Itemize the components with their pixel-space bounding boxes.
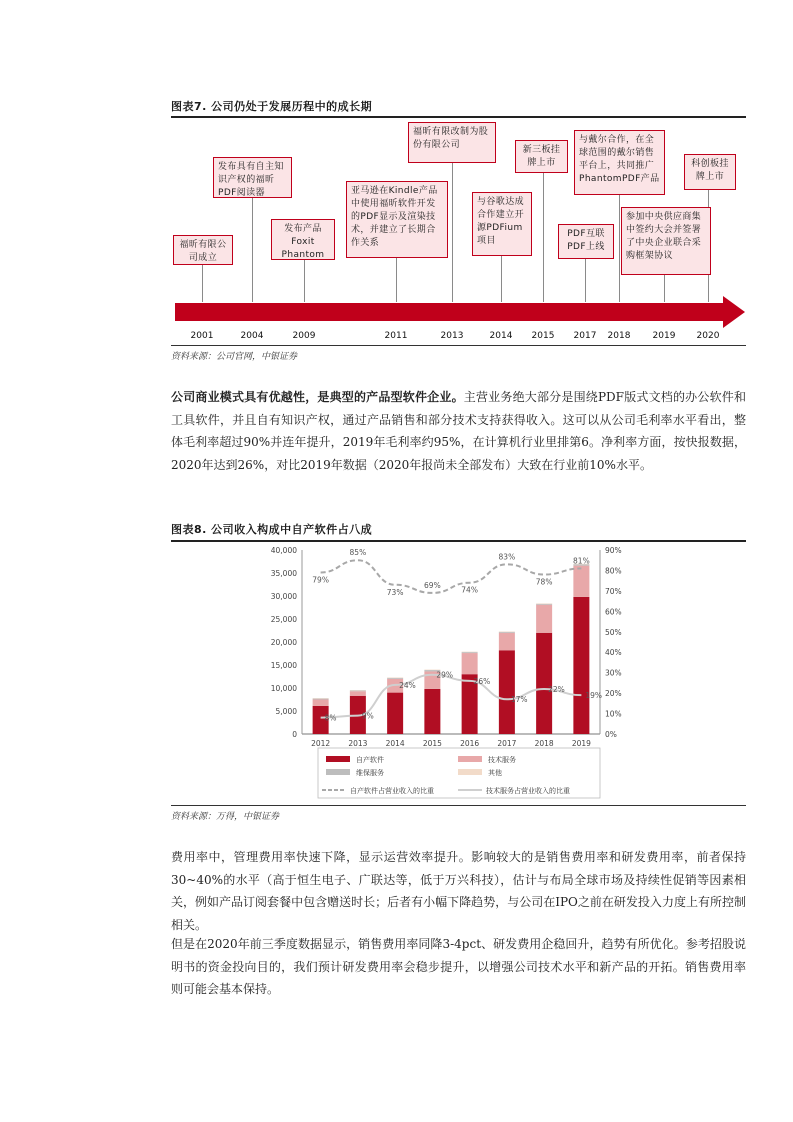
legend-swatch	[326, 756, 350, 762]
bar-segment	[536, 633, 552, 734]
bar-segment	[573, 597, 589, 734]
event-2013: 福昕有限改制为股份有限公司	[408, 122, 496, 163]
legend-label: 自产软件	[356, 756, 384, 764]
y-tick-right: 80%	[605, 566, 622, 576]
event-2017: PDF互联PDF上线	[558, 224, 614, 259]
bar-segment	[499, 633, 515, 650]
timeline-year: 2017	[573, 331, 597, 341]
timeline-year: 2020	[696, 331, 720, 341]
timeline-year: 2001	[190, 331, 214, 341]
bar-segment	[536, 605, 552, 633]
x-tick-label: 2015	[422, 739, 442, 748]
y-tick-left: 30,000	[270, 592, 297, 601]
data-label: 73%	[386, 587, 404, 597]
y-tick-right: 40%	[605, 648, 622, 658]
y-tick-right: 90%	[605, 546, 622, 555]
paragraph-expense-ratio: 费用率中，管理费用率快速下降，显示运营效率提升。影响较大的是销售费用率和研发费用率，前者保持30~40%的水平（高于恒生电子、广联达等，低于万兴科技），估计与布局全球市场及持续性促销等因素相关，例如产品订阅套餐中包含赠送时长；后者有小幅下降趋势，与公司在IPO之前在研发投入力度上有所控制相关。	[171, 850, 746, 932]
y-tick-right: 20%	[605, 689, 622, 699]
event-2014: 与谷歌达成合作建立开源PDFium项目	[472, 192, 532, 256]
y-tick-left: 5,000	[275, 707, 297, 716]
y-tick-right: 10%	[605, 709, 622, 719]
data-label: 79%	[312, 575, 329, 585]
timeline-year: 2009	[292, 331, 316, 341]
data-label: 26%	[473, 676, 491, 686]
y-tick-left: 40,000	[270, 546, 297, 555]
figure7-source: 资料来源：公司官网，中银证券	[171, 352, 298, 362]
bar-segment	[499, 650, 515, 734]
bar-segment	[462, 653, 478, 674]
bar-segment	[424, 689, 440, 734]
y-tick-left: 20,000	[270, 638, 297, 647]
timeline-year: 2018	[607, 331, 631, 341]
data-label: 17%	[510, 695, 528, 705]
x-tick-label: 2019	[571, 739, 591, 748]
data-label: 29%	[436, 670, 454, 680]
bar-segment	[462, 652, 478, 653]
bar-segment	[350, 691, 366, 692]
figure7-top-rule	[171, 116, 746, 118]
chart-bars	[313, 564, 590, 734]
event-2001: 福昕有限公司成立	[173, 235, 233, 265]
timeline-year: 2011	[384, 331, 408, 341]
bar-segment	[499, 632, 515, 633]
y-tick-right: 0%	[605, 730, 617, 739]
timeline-arrow	[175, 296, 747, 328]
timeline-year: 2014	[489, 331, 513, 341]
legend-label: 维保服务	[356, 769, 384, 777]
data-label: 85%	[349, 548, 367, 558]
figure7-title: 图表7. 公司仍处于发展历程中的成长期	[171, 100, 373, 113]
data-label: 19%	[585, 691, 603, 701]
bar-segment	[573, 566, 589, 597]
y-tick-left: 35,000	[270, 569, 297, 578]
bar-segment	[387, 693, 403, 734]
data-label: 9%	[361, 711, 374, 721]
data-label: 74%	[461, 585, 478, 595]
event-2009: 发布产品Foxit Phantom	[271, 219, 335, 260]
x-tick-label: 2012	[311, 739, 331, 748]
timeline-year: 2013	[440, 331, 464, 341]
timeline-connector	[619, 195, 620, 302]
event-2004: 发布具有自主知识产权的福昕PDF阅读器	[213, 157, 292, 198]
legend-label: 技术服务占营业收入的比重	[486, 787, 570, 795]
x-tick-label: 2014	[385, 739, 405, 748]
bar-segment	[350, 691, 366, 696]
legend-swatch	[326, 769, 350, 775]
bar-segment	[313, 700, 329, 706]
paragraph-outlook: 但是在2020年前三季度数据显示，销售费用率同降3-4pct、研发费用企稳回升，趋势有所优化。参考招股说明书的资金投向目的，我们预计研发费用率会稳步提升，以增强公司技术水平和新产品的开拓。销售费用率则可能会基本保持。	[171, 937, 746, 996]
legend-swatch	[458, 769, 482, 775]
data-label: 81%	[573, 556, 590, 566]
event-2020: 科创板挂牌上市	[684, 154, 736, 190]
timeline-year: 2015	[531, 331, 555, 341]
paragraph-business-model	[171, 386, 746, 476]
event-2018: 与戴尔合作，在全球范围的戴尔销售平台上，共同推广PhantomPDF产品	[574, 130, 665, 195]
y-tick-right: 70%	[605, 586, 622, 596]
event-2019: 参加中央供应商集中签约大会并签署了中央企业联合采购框架协议	[621, 207, 711, 275]
timeline-connector	[252, 195, 253, 302]
y-tick-left: 15,000	[270, 661, 297, 670]
data-label: 69%	[424, 580, 441, 590]
bar-segment	[313, 699, 329, 700]
y-tick-right: 60%	[605, 607, 622, 617]
y-tick-left: 25,000	[270, 615, 297, 624]
figure7-bottom-rule	[171, 345, 746, 346]
x-tick-label: 2016	[460, 739, 480, 748]
timeline-connector	[452, 162, 453, 302]
data-label: 22%	[548, 685, 565, 695]
figure8-title: 图表8. 公司收入构成中自产软件占八成	[171, 523, 373, 536]
legend-label: 其他	[488, 769, 502, 777]
x-tick-label: 2018	[534, 739, 554, 748]
timeline-year: 2019	[652, 331, 676, 341]
y-tick-right: 50%	[605, 627, 622, 637]
legend-label: 技术服务	[488, 756, 516, 764]
y-tick-left: 0	[292, 730, 297, 739]
x-tick-label: 2017	[497, 739, 517, 748]
event-2015: 新三板挂牌上市	[515, 140, 568, 173]
paragraph-body: 主营业务绝大部分是围绕PDF版式文档的办公软件和工具软件，并且自有知识产权，通过产品销售和部分技术支持获得收入。这可以从公司毛利率水平看出，整体毛利率超过90%并连年提升，2019年毛利率约95%，在计算机行业里排第6。净利率方面，按快报数据，2020年达到26%，对比2019年数据（2020年报尚未全部发布）大致在行业前10%水平。	[171, 390, 746, 472]
x-tick-label: 2013	[348, 739, 368, 748]
data-label: 24%	[399, 680, 416, 690]
data-label: 8%	[324, 713, 337, 723]
timeline-connector	[543, 172, 544, 302]
y-tick-right: 30%	[605, 668, 622, 678]
bar-segment	[387, 678, 403, 679]
timeline-connector	[501, 255, 502, 302]
event-2011: 亚马逊在Kindle产品中使用福昕软件开发的PDF显示及渲染技术，并建立了长期合作关系	[346, 181, 448, 258]
figure8-bottom-rule	[171, 805, 746, 806]
figure8-source: 资料来源：万得，中银证券	[171, 812, 280, 822]
paragraph-lead: 公司商业模式具有优越性，是典型的产品型软件企业。	[171, 390, 464, 404]
chart-legend	[318, 748, 600, 798]
bar-segment	[536, 604, 552, 605]
revenue-chart	[260, 540, 680, 802]
data-label: 78%	[535, 577, 553, 587]
legend-swatch	[458, 756, 482, 762]
legend-label: 自产软件占营业收入的比重	[350, 787, 434, 795]
data-label: 83%	[498, 552, 516, 562]
y-tick-left: 10,000	[270, 684, 297, 693]
timeline-year: 2004	[240, 331, 264, 341]
